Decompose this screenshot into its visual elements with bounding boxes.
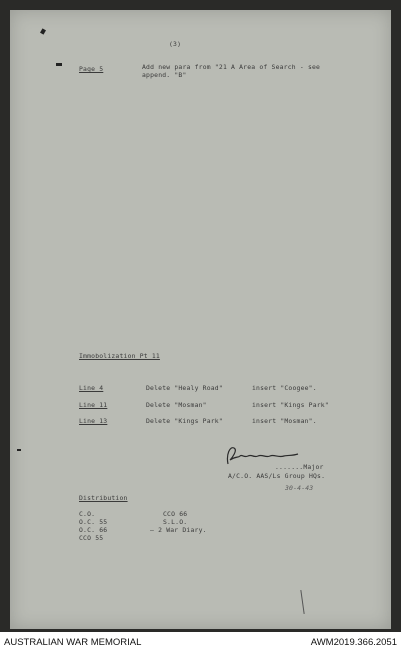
rank: .......Major [275,463,324,471]
pin-mark [17,449,21,451]
document-page [10,10,391,629]
section-heading: Immobolization Pt 11 [79,352,160,360]
insert-instruction: insert "Kings Park" [252,401,329,409]
archive-footer [0,632,401,653]
distribution-heading: Distribution [79,494,128,502]
distribution-item: — 2 War Diary. [150,526,207,534]
amendment-label: Page 5 [79,65,104,73]
delete-instruction: Delete "Mosman" [146,401,207,409]
page-number: (3) [169,40,182,48]
line-label: Line 11 [79,401,108,409]
office: A/C.O. AAS/Ls Group HQs. [228,472,326,480]
amendment-text-line-1: Add new para from "21 A Area of Search - see [142,63,321,71]
distribution-item: CCO 66 [163,510,188,518]
distribution-item: S.L.O. [163,518,188,526]
footer-institution: AUSTRALIAN WAR MEMORIAL [4,637,142,648]
amendment-text-line-2: append. "B" [142,71,187,79]
distribution-item: O.C. 66 [79,526,108,534]
line-label: Line 4 [79,384,104,392]
delete-instruction: Delete "Healy Road" [146,384,223,392]
distribution-item: CCO 55 [79,534,104,542]
handwritten-date: 30-4-43 [285,484,314,492]
footer-accession-number: AWM2019.366.2051 [310,637,397,648]
pin-mark [56,63,62,66]
insert-instruction: insert "Mosman". [252,417,317,425]
line-label: Line 13 [79,417,108,425]
delete-instruction: Delete "Kings Park" [146,417,223,425]
distribution-item: C.O. [79,510,96,518]
insert-instruction: insert "Coogee". [252,384,317,392]
distribution-item: O.C. 55 [79,518,108,526]
